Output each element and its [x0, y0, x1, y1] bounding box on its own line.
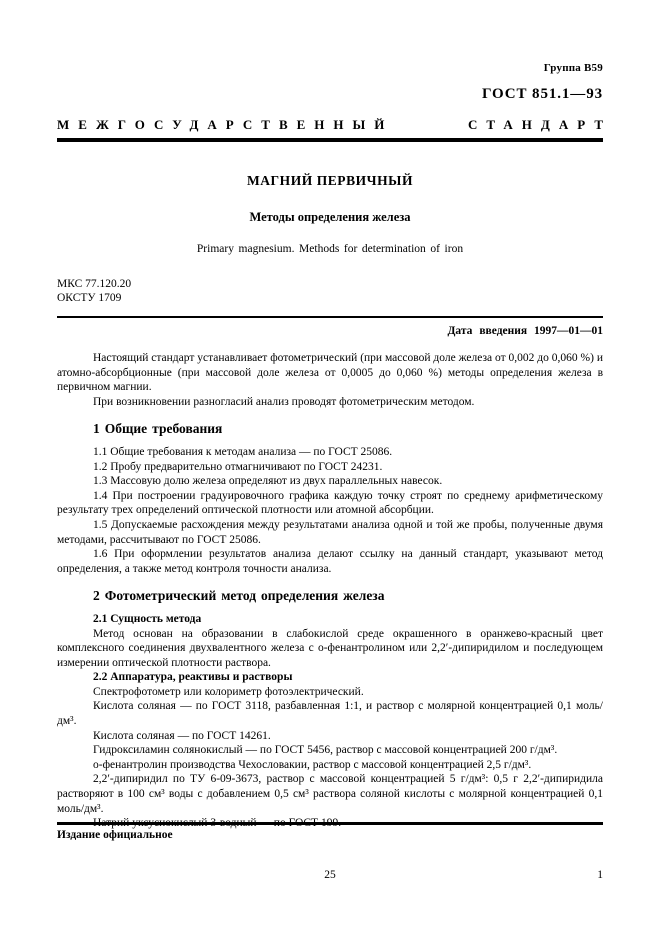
- section-1-heading: 1 Общие требования: [93, 421, 223, 437]
- section-2-1-paragraph: Метод основан на образовании в слабокислой среде окрашенного в оранжево-красный цвет комплексного соединения двухвалентного железа с о-фенантролином или 2,2′-дипиридилом и последующем измерении оптической плотности раствора.: [57, 627, 603, 669]
- standard-number: ГОСТ 851.1—93: [481, 86, 603, 102]
- page-number-center: 25: [324, 869, 336, 881]
- page-footer: [57, 822, 603, 881]
- official-edition-label: Издание официальное: [57, 829, 173, 841]
- section-2-2-paragraph: Гидроксиламин солянокислый — по ГОСТ 5456, раствор с массовой концентрацией 200 г/дм³.: [93, 744, 558, 757]
- document-subtitle: Методы определения железа: [249, 210, 411, 224]
- section-1-item: 1.1 Общие требования к методам анализа — по ГОСТ 25086.: [93, 445, 393, 458]
- masthead-word-2: СТАНДАРТ: [467, 117, 612, 132]
- page-number-right: 1: [597, 869, 603, 881]
- classification-codes: [57, 277, 603, 305]
- document-subtitle-english: Primary magnesium. Methods for determination of iron: [196, 243, 464, 255]
- date-rule: [57, 316, 603, 318]
- header-identifiers: [57, 62, 603, 103]
- masthead-rule: [57, 138, 603, 142]
- section-2-2-paragraph: Кислота соляная — по ГОСТ 3118, разбавленная 1:1, и раствор с молярной концентрацией 0,1 моль/дм³.: [57, 700, 603, 728]
- intro-paragraph: Настоящий стандарт устанавливает фотометрический (при массовой доле железа от 0,002 до 0,060 %) и атомно-абсорбционные (при массовой доле железа от 0,0005 до 0,060 %) методы определения железа в первичном магнии.: [57, 352, 603, 394]
- section-2-2-paragraph: Кислота соляная — по ГОСТ 14261.: [93, 729, 271, 742]
- document-body: [57, 351, 603, 831]
- masthead-word-1: МЕЖГОСУДАРСТВЕННЫЙ: [57, 117, 394, 132]
- section-2-2-paragraph: 2,2′-дипиридил по ТУ 6-09-3673, раствор с массовой концентрацией 5 г/дм³: 0,5 г 2,2′-дипиридила растворяют в 100 см³ воды с добавлением 0,5 см³ раствора соляной кислоты с молярной концентрацией 0,1 моль/дм³.: [57, 773, 603, 815]
- document-title: МАГНИЙ ПЕРВИЧНЫЙ: [246, 173, 414, 188]
- section-1-item: 1.6 При оформлении результатов анализа делают ссылку на данный стандарт, указывают метод определения, а также метод контроля точности анализа.: [57, 548, 603, 575]
- section-2-2-paragraph: о-фенантролин производства Чехословакии, раствор с массовой концентрацией 2,5 г/дм³.: [93, 758, 532, 771]
- footer-rule: [57, 822, 603, 825]
- section-2-2-heading: 2.2 Аппаратура, реактивы и растворы: [93, 671, 293, 684]
- section-2-1-heading: 2.1 Сущность метода: [93, 612, 202, 625]
- section-1-item: 1.4 При построении градуировочного графика каждую точку строят по среднему арифметическому результату трех определений оптической плотности или атомной абсорбции.: [57, 489, 603, 517]
- section-1-item: 1.2 Пробу предварительно отмагничивают по ГОСТ 24231.: [93, 460, 383, 473]
- title-block: [57, 173, 603, 255]
- masthead-interstate-standard: [57, 117, 612, 133]
- page-numbers: [57, 869, 603, 881]
- section-1-item: 1.5 Допускаемые расхождения между результатами анализа одной и той же пробы, полученные двумя методами, рассчитывают по ГОСТ 25086.: [57, 518, 603, 546]
- intro-paragraph: При возникновении разногласий анализ проводят фотометрическим методом.: [93, 395, 475, 408]
- section-1-item: 1.3 Массовую долю железа определяют из двух параллельных навесок.: [93, 475, 443, 488]
- effective-date: Дата введения 1997—01—01: [447, 325, 603, 337]
- page-content: [0, 62, 661, 831]
- section-2-heading: 2 Фотометрический метод определения железа: [93, 588, 385, 604]
- group-label: Группа В59: [543, 62, 603, 74]
- mks-code: МКС 77.120.20: [57, 278, 132, 290]
- section-2-2-paragraph: Спектрофотометр или колориметр фотоэлектрический.: [93, 685, 364, 698]
- okstu-code: ОКСТУ 1709: [57, 292, 122, 304]
